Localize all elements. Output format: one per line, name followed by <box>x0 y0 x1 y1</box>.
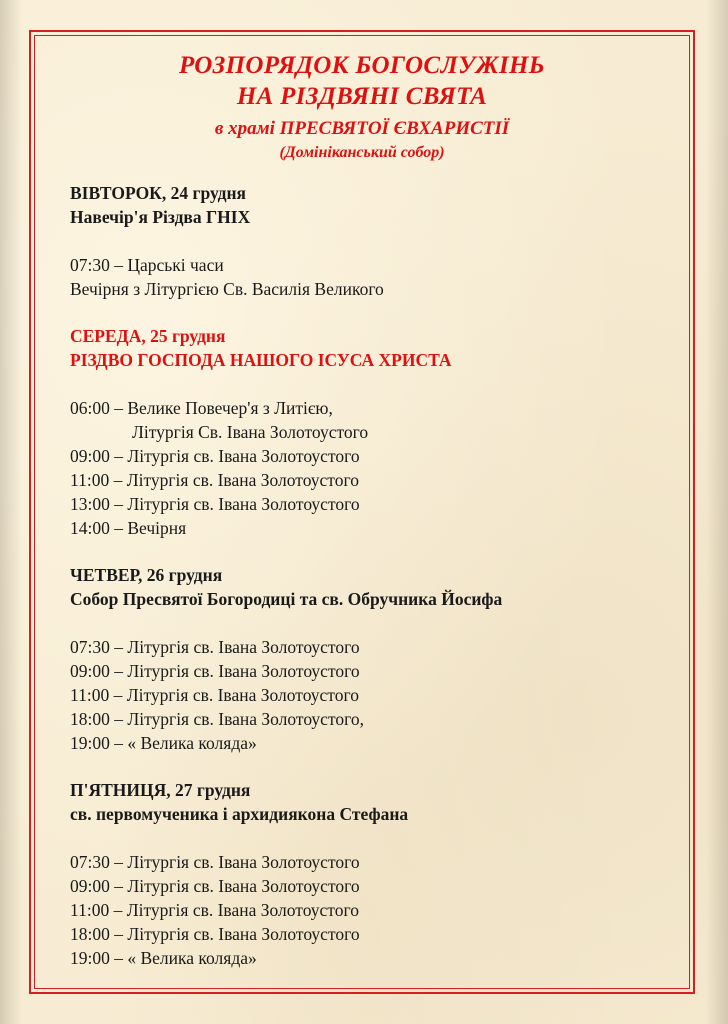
service-line: 13:00 – Літургія св. Івана Золотоустого <box>70 494 360 514</box>
service-line: 11:00 – Літургія св. Івана Золотоустого <box>70 685 359 705</box>
feast-name: Собор Пресвятої Богородиці та св. Обручника Йосифа <box>70 589 503 609</box>
page-shadow-right <box>706 0 728 1024</box>
service-line: 09:00 – Літургія св. Івана Золотоустого <box>70 876 360 896</box>
service-line: 07:30 – Літургія св. Івана Золотоустого <box>70 637 360 657</box>
page-shadow-left <box>0 0 22 1024</box>
service-line: Вечірня з Літургією Св. Василія Великого <box>70 279 384 299</box>
feast-name: Навечір'я Різдва ГНІХ <box>70 207 251 227</box>
service-line: 07:30 – Царські часи <box>70 255 224 275</box>
service-line: 09:00 – Літургія св. Івана Золотоустого <box>70 446 360 466</box>
schedule <box>70 181 670 993</box>
service-line: 06:00 – Велике Повечер'я з Литією, <box>70 398 333 418</box>
service-line: 11:00 – Літургія св. Івана Золотоустого <box>70 470 359 490</box>
day-title: ЧЕТВЕР, 26 грудня <box>70 565 223 585</box>
cathedral-name: (Домініканський собор) <box>279 144 445 161</box>
day-title: П'ЯТНИЦЯ, 27 грудня <box>70 780 251 800</box>
feast-name: РІЗДВО ГОСПОДА НАШОГО ІСУСА ХРИСТА <box>70 350 452 370</box>
feast-name: св. первомученика і архидиякона Стефана <box>70 804 409 824</box>
day-title: ВІВТОРОК, 24 грудня <box>70 183 246 203</box>
day-title: СЕРЕДА, 25 грудня <box>70 326 226 346</box>
service-line: 07:30 – Літургія св. Івана Золотоустого <box>70 852 360 872</box>
service-line: 18:00 – Літургія св. Івана Золотоустого <box>70 924 360 944</box>
service-line: 14:00 – Вечірня <box>70 518 187 538</box>
service-line: 19:00 – « Велика коляда» <box>70 733 257 753</box>
day-thursday <box>70 563 670 755</box>
title-line-2: НА РІЗДВЯНІ СВЯТА <box>236 83 488 110</box>
service-line: 18:00 – Літургія св. Івана Золотоустого, <box>70 709 364 729</box>
service-line: 11:00 – Літургія св. Івана Золотоустого <box>70 900 359 920</box>
service-line-continued: Літургія Св. Івана Золотоустого <box>132 422 369 442</box>
church-subtitle: в храмі ПРЕСВЯТОЇ ЄВХАРИСТІЇ <box>214 118 510 139</box>
service-line: 19:00 – « Велика коляда» <box>70 948 257 968</box>
service-line: 09:00 – Літургія св. Івана Золотоустого <box>70 661 360 681</box>
day-tuesday <box>70 181 670 301</box>
day-friday <box>70 778 670 970</box>
day-wednesday <box>70 324 670 540</box>
title-line-1: РОЗПОРЯДОК БОГОСЛУЖІНЬ <box>179 52 545 79</box>
